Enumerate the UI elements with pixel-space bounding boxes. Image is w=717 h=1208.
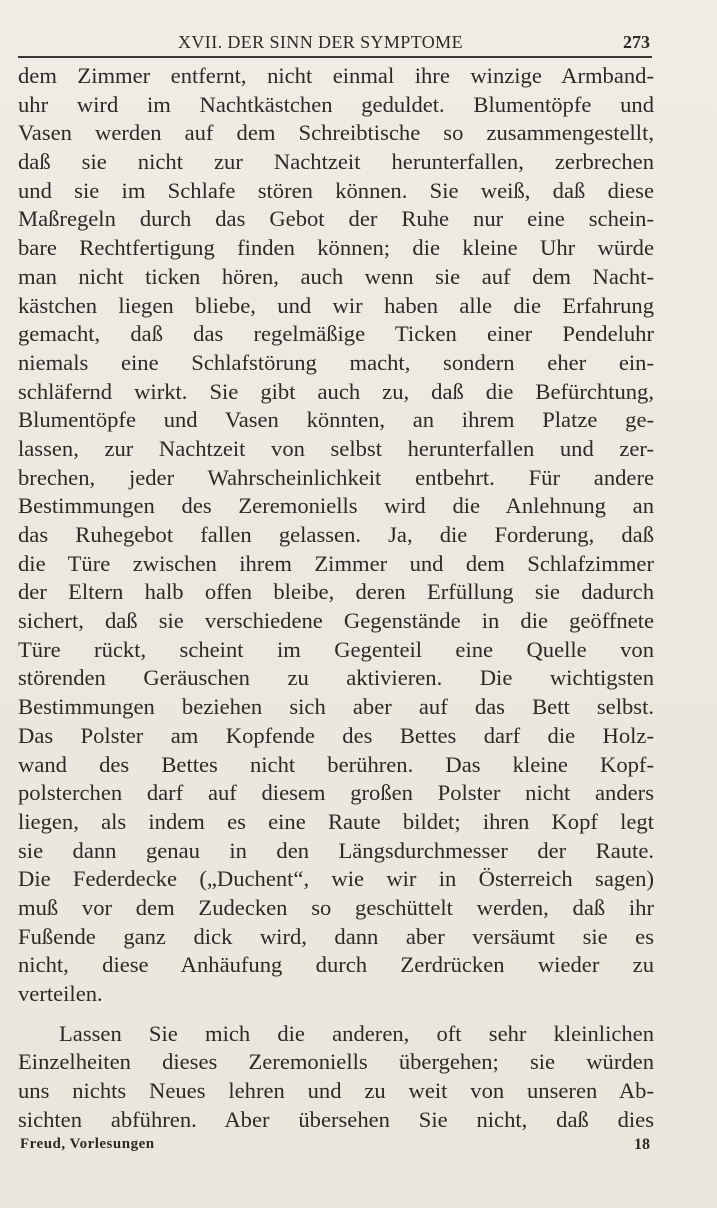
text-line: uhr wird im Nachtkästchen geduldet. Blumentöpfe und bbox=[18, 91, 654, 117]
text-line: Maßregeln durch das Gebot der Ruhe nur eine schein- bbox=[18, 206, 654, 232]
text-line: Vasen werden auf dem Schreibtische so zusammengestellt, bbox=[18, 120, 654, 146]
paragraph-gap bbox=[18, 1009, 654, 1020]
running-header bbox=[18, 30, 652, 58]
text-line: und sie im Schlafe stören können. Sie weiß, daß diese bbox=[18, 177, 654, 203]
text-line: der Eltern halb offen bleibe, deren Erfüllung sie dadurch bbox=[18, 579, 654, 605]
chapter-title: XVII. DER SINN DER SYMPTOME bbox=[178, 32, 463, 52]
text-line: Die Federdecke („Duchent“, wie wir in Österreich sagen) bbox=[18, 866, 654, 892]
body-text bbox=[18, 62, 654, 1134]
paragraph bbox=[18, 1020, 654, 1135]
text-line: Einzelheiten dieses Zeremoniells übergehen; sie würden bbox=[18, 1049, 654, 1075]
text-line: muß vor dem Zudecken so geschüttelt werden, daß ihr bbox=[18, 894, 654, 920]
page-footer bbox=[18, 1134, 652, 1158]
text-line: sie dann genau in den Längsdurchmesser der Raute. bbox=[18, 837, 654, 863]
text-line: uns nichts Neues lehren und zu weit von unseren Ab- bbox=[18, 1078, 654, 1104]
text-line: brechen, jeder Wahrscheinlichkeit entbehrt. Für andere bbox=[18, 464, 654, 490]
text-line: Lassen Sie mich die anderen, oft sehr kleinlichen bbox=[59, 1020, 654, 1046]
text-line: störenden Geräuschen zu aktivieren. Die wichtigsten bbox=[18, 665, 654, 691]
text-line: lassen, zur Nachtzeit von selbst herunterfallen und zer- bbox=[18, 435, 654, 461]
text-line: daß sie nicht zur Nachtzeit herunterfallen, zerbrechen bbox=[18, 149, 654, 175]
text-line: wand des Bettes nicht berühren. Das kleine Kopf- bbox=[18, 751, 654, 777]
text-line: kästchen liegen bliebe, und wir haben alle die Erfahrung bbox=[18, 292, 654, 318]
text-line: Blumentöpfe und Vasen könnten, an ihrem Platze ge- bbox=[18, 407, 654, 433]
text-line: sichten abführen. Aber übersehen Sie nicht, daß dies bbox=[18, 1106, 654, 1132]
text-line: bare Rechtfertigung finden können; die kleine Uhr würde bbox=[18, 235, 654, 261]
text-line: Fußende ganz dick wird, dann aber versäumt sie es bbox=[18, 923, 654, 949]
text-line: liegen, als indem es eine Raute bildet; ihren Kopf legt bbox=[18, 808, 654, 834]
text-line: gemacht, daß das regelmäßige Ticken einer Pendeluhr bbox=[18, 321, 654, 347]
text-line: Bestimmungen beziehen sich aber auf das Bett selbst. bbox=[18, 694, 654, 720]
text-line: Bestimmungen des Zeremoniells wird die Anlehnung an bbox=[18, 493, 654, 519]
text-line: niemals eine Schlafstörung macht, sondern eher ein- bbox=[18, 349, 654, 375]
page-number: 273 bbox=[623, 32, 650, 52]
text-line: schläfernd wirkt. Sie gibt auch zu, daß die Befürchtung, bbox=[18, 378, 654, 404]
text-line: Türe rückt, scheint im Gegenteil eine Quelle von bbox=[18, 636, 654, 662]
text-line: das Ruhegebot fallen gelassen. Ja, die Forderung, daß bbox=[18, 522, 654, 547]
signature-mark: 18 bbox=[634, 1136, 650, 1153]
text-line: man nicht ticken hören, auch wenn sie auf dem Nacht- bbox=[18, 263, 654, 289]
paragraph bbox=[18, 62, 654, 1009]
text-line: sichert, daß sie verschiedene Gegenstände in die geöffnete bbox=[18, 608, 654, 634]
text-line: Das Polster am Kopfende des Bettes darf die Holz- bbox=[18, 722, 654, 748]
footer-source: Freud, Vorlesungen bbox=[20, 1136, 155, 1152]
text-line: dem Zimmer entfernt, nicht einmal ihre winzige Armband- bbox=[18, 63, 654, 88]
text-line: polsterchen darf auf diesem großen Polster nicht anders bbox=[18, 780, 654, 806]
text-line: verteilen. bbox=[18, 981, 103, 1006]
text-line: die Türe zwischen ihrem Zimmer und dem Schlafzimmer bbox=[18, 550, 654, 576]
text-line: nicht, diese Anhäufung durch Zerdrücken wieder zu bbox=[18, 952, 654, 978]
